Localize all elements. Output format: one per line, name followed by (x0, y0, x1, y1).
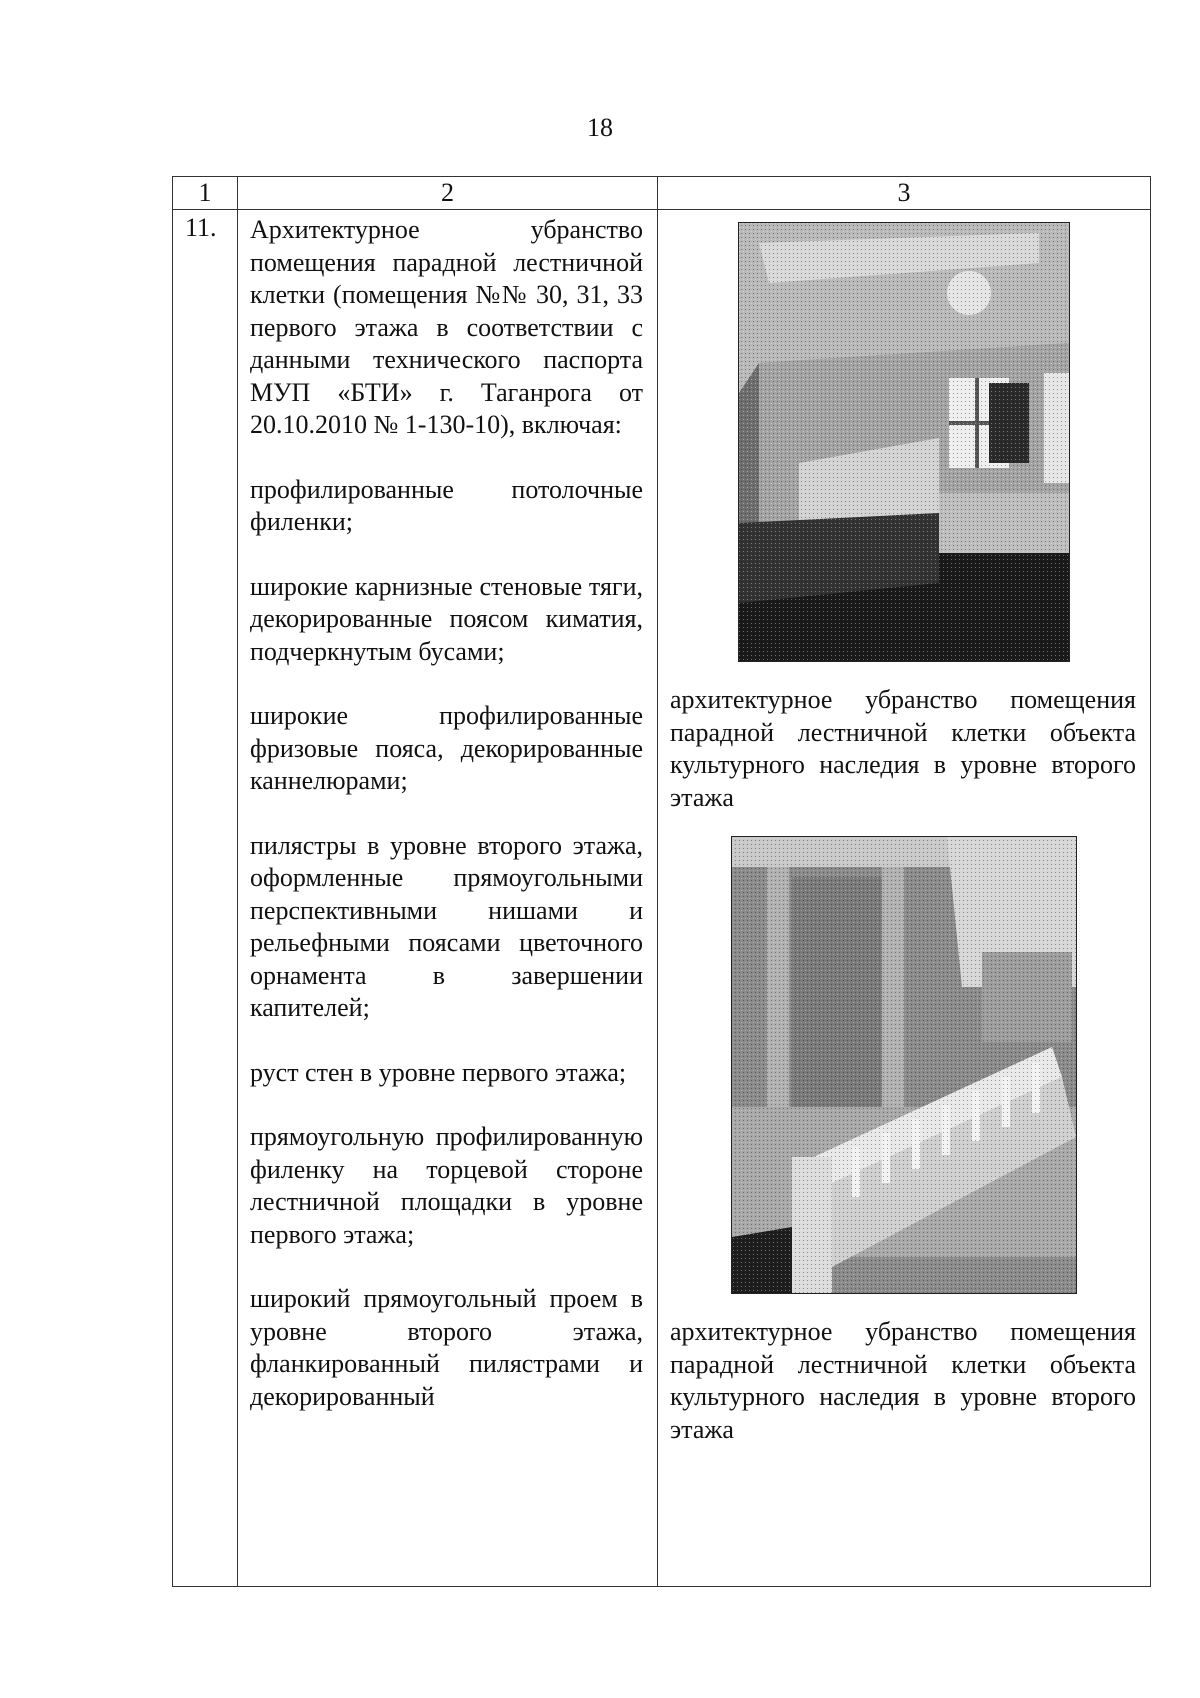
heritage-table (172, 176, 1151, 1587)
header-col-1: 1 (173, 177, 238, 210)
photos-cell (658, 210, 1151, 1587)
page-number: 18 (587, 113, 613, 142)
table-row (173, 210, 1151, 1587)
photo-caption: архитектурное убранство помещения парадной лестничной клетки объекта культурного наследия в уровне второго этажа (670, 685, 1136, 812)
description-item: широкие профилированные фризовые пояса, декорированные каннелюрами; (250, 701, 643, 795)
description-item: широкий прямоугольный проем в уровне второго этажа, фланкированный пилястрами и декорированный (250, 1284, 643, 1411)
description-intro: Архитектурное убранство помещения парадной лестничной клетки (помещения №№ 30, 31, 33 первого этажа в соответствии с данными технического паспорта МУП «БТИ» г. Таганрога от 20.10.2010 № 1-130-10), включая: (250, 215, 643, 439)
staircase-photo-balustrade (731, 836, 1077, 1294)
description-item: руст стен в уровне первого этажа; (250, 1057, 627, 1087)
photo-caption: архитектурное убранство помещения парадной лестничной клетки объекта культурного наследия в уровне второго этажа (670, 1317, 1136, 1444)
staircase-photo-upper-hall (738, 222, 1070, 662)
description-item: пилястры в уровне второго этажа, оформленные прямоугольными перспективными нишами и рельефными поясами цветочного орнамента в завершении капителей; (250, 830, 643, 1022)
description-cell (238, 210, 658, 1587)
header-col-3: 3 (658, 177, 1151, 210)
description-item: профилированные потолочные филенки; (250, 474, 643, 536)
description-item: широкие карнизные стеновые тяги, декорированные поясом киматия, подчеркнутым бусами; (250, 571, 643, 666)
row-number: 11. (173, 210, 238, 1587)
header-col-2: 2 (238, 177, 658, 210)
description-item: прямоугольную профилированную филенку на торцевой стороне лестничной площадки в уровне первого этажа; (250, 1122, 643, 1249)
table-header-row (173, 177, 1151, 210)
